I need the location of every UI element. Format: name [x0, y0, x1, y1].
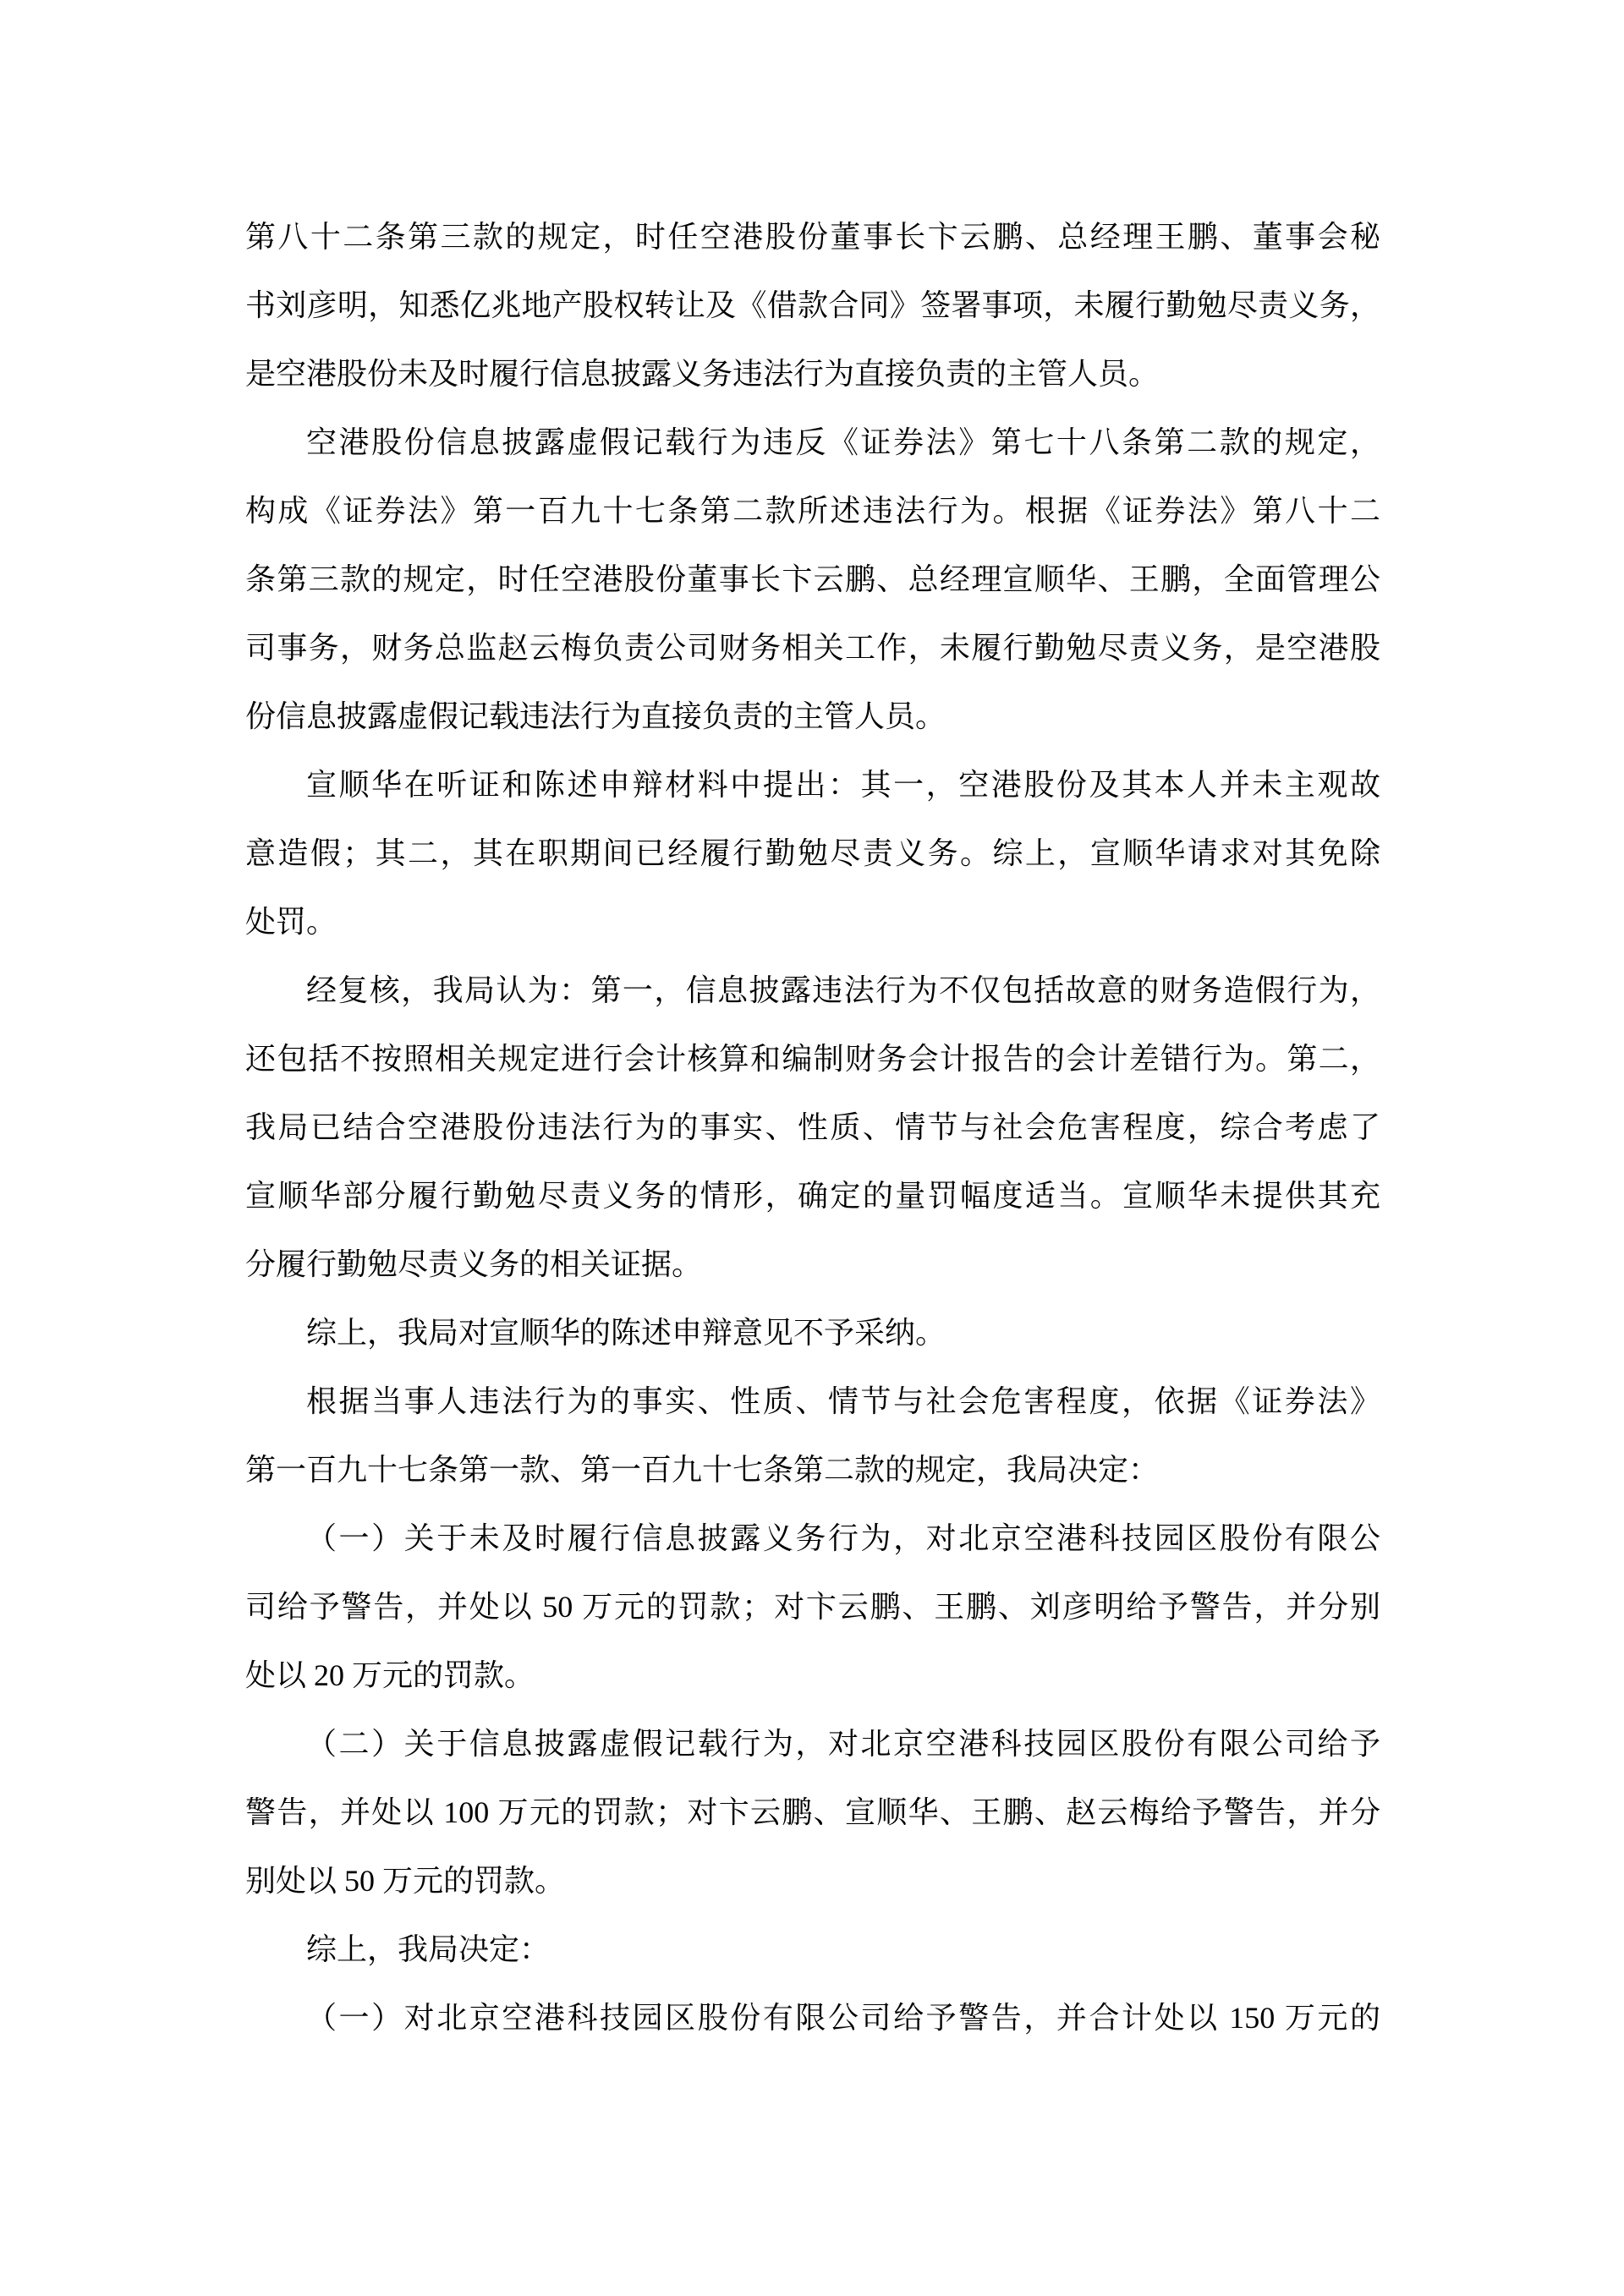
text-line: 是空港股份未及时履行信息披露义务违法行为直接负责的主管人员。	[245, 357, 1160, 391]
text-line: 分履行勤勉尽责义务的相关证据。	[245, 1247, 703, 1281]
text-line: （一）关于未及时履行信息披露义务行为，对北京空港科技园区股份有限公	[306, 1521, 1380, 1555]
text-line: 还包括不按照相关规定进行会计核算和编制财务会计报告的会计差错行为。第二，	[245, 1042, 1380, 1076]
text-line: 处罚。	[245, 905, 337, 939]
text-line: 条第三款的规定，时任空港股份董事长卞云鹏、总经理宣顺华、王鹏，全面管理公	[245, 562, 1380, 596]
text-line: 处以 20 万元的罚款。	[245, 1658, 535, 1692]
text-line: 第一百九十七条第一款、第一百九十七条第二款的规定，我局决定：	[245, 1453, 1160, 1487]
text-line: 综上，我局决定：	[306, 1932, 551, 1966]
text-line: 综上，我局对宣顺华的陈述申辩意见不予采纳。	[306, 1316, 946, 1350]
text-line: 第八十二条第三款的规定，时任空港股份董事长卞云鹏、总经理王鹏、董事会秘	[245, 220, 1380, 254]
text-line: 根据当事人违法行为的事实、性质、情节与社会危害程度，依据《证券法》	[306, 1384, 1380, 1418]
text-line: 警告，并处以 100 万元的罚款；对卞云鹏、宣顺华、王鹏、赵云梅给予警告，并分	[245, 1795, 1380, 1829]
text-line: 宣顺华部分履行勤勉尽责义务的情形，确定的量罚幅度适当。宣顺华未提供其充	[245, 1179, 1380, 1213]
text-line: 司事务，财务总监赵云梅负责公司财务相关工作，未履行勤勉尽责义务，是空港股	[245, 631, 1380, 665]
text-line: 宣顺华在听证和陈述申辩材料中提出：其一，空港股份及其本人并未主观故	[306, 768, 1380, 802]
text-line: 司给予警告，并处以 50 万元的罚款；对卞云鹏、王鹏、刘彦明给予警告，并分别	[245, 1590, 1380, 1624]
text-line: 构成《证券法》第一百九十七条第二款所述违法行为。根据《证券法》第八十二	[245, 494, 1380, 528]
text-line: （二）关于信息披露虚假记载行为，对北京空港科技园区股份有限公司给予	[306, 1727, 1380, 1761]
text-line: 空港股份信息披露虚假记载行为违反《证券法》第七十八条第二款的规定，	[306, 425, 1380, 459]
document-body	[245, 203, 1380, 2052]
text-line: 书刘彦明，知悉亿兆地产股权转让及《借款合同》签署事项，未履行勤勉尽责义务，	[245, 288, 1380, 322]
text-line: 意造假；其二，其在职期间已经履行勤勉尽责义务。综上，宣顺华请求对其免除	[245, 836, 1380, 870]
text-line: 份信息披露虚假记载违法行为直接负责的主管人员。	[245, 699, 946, 733]
text-line: 经复核，我局认为：第一，信息披露违法行为不仅包括故意的财务造假行为，	[306, 973, 1380, 1007]
text-line: 别处以 50 万元的罚款。	[245, 1864, 566, 1898]
text-line: （一）对北京空港科技园区股份有限公司给予警告，并合计处以 150 万元的	[306, 2001, 1380, 2035]
text-line: 我局已结合空港股份违法行为的事实、性质、情节与社会危害程度，综合考虑了	[245, 1110, 1380, 1144]
